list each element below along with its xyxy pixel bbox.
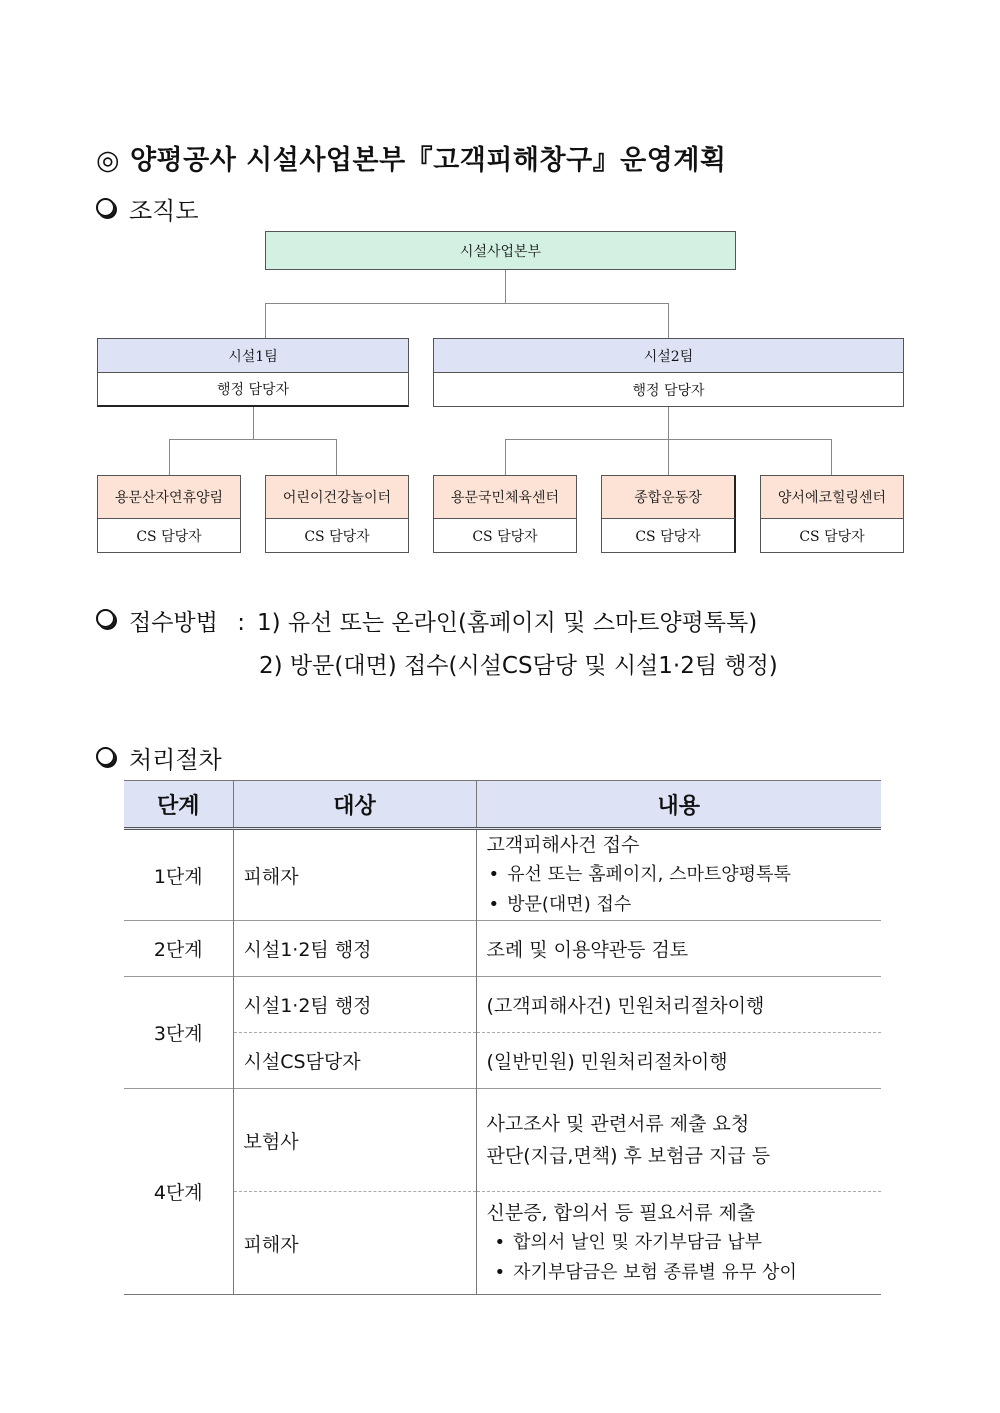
connector-line bbox=[831, 439, 832, 475]
center-4-staff: CS 담당자 bbox=[601, 518, 736, 553]
content-sub: • 합의서 날인 및 자기부담금 납부 bbox=[493, 1228, 872, 1258]
connector-line bbox=[336, 439, 337, 475]
team1-name: 시설1팀 bbox=[97, 338, 409, 373]
section-org-heading: 조직도 bbox=[129, 197, 199, 225]
stage-cell: 1단계 bbox=[153, 865, 203, 888]
table-row bbox=[124, 1033, 881, 1089]
content-main: 고객피해사건 접수 bbox=[486, 834, 640, 856]
connector-line bbox=[265, 303, 669, 304]
content-cell bbox=[476, 1192, 881, 1295]
circle-bullet-icon bbox=[96, 747, 115, 766]
target-cell: 보험사 bbox=[233, 1089, 476, 1192]
target-cell: 피해자 bbox=[233, 1192, 476, 1295]
section-procedure bbox=[96, 740, 222, 775]
header-content: 내용 bbox=[476, 781, 881, 829]
content-cell: 조례 및 이용약관등 검토 bbox=[476, 921, 881, 977]
procedure-heading: 처리절차 bbox=[129, 746, 222, 774]
section-org bbox=[96, 191, 199, 226]
org-hq-box: 시설사업본부 bbox=[265, 231, 736, 270]
connector-line bbox=[265, 303, 266, 338]
team1-staff: 행정 담당자 bbox=[97, 372, 409, 407]
content-main: 신분증, 합의서 등 필요서류 제출 bbox=[486, 1202, 756, 1224]
table-row bbox=[124, 977, 881, 1033]
connector-line bbox=[169, 439, 337, 440]
target-cell: 시설1·2팀 행정 bbox=[233, 977, 476, 1033]
center-2-name: 어린이건강놀이터 bbox=[265, 475, 409, 519]
stage-cell: 4단계 bbox=[124, 1089, 233, 1295]
reception-line2: 2) 방문(대면) 접수(시설CS담당 및 시설1·2팀 행정) bbox=[259, 653, 778, 679]
page-title: ◎ 양평공사 시설사업본부『고객피해창구』운영계획 bbox=[96, 145, 727, 176]
content-cell: (고객피해사건) 민원처리절차이행 bbox=[476, 977, 881, 1033]
target-cell: 시설CS담당자 bbox=[233, 1033, 476, 1089]
content-sub: • 자기부담금은 보험 종류별 유무 상이 bbox=[493, 1258, 872, 1288]
center-3-name: 용문국민체육센터 bbox=[433, 475, 577, 519]
stage-cell: 2단계 bbox=[124, 921, 233, 977]
section-reception bbox=[96, 604, 757, 637]
table-header-row bbox=[124, 781, 881, 829]
center-1-name: 용문산자연휴양림 bbox=[97, 475, 241, 519]
table-row bbox=[124, 921, 881, 977]
reception-heading: 접수방법 bbox=[129, 610, 218, 636]
reception-line1: 1) 유선 또는 온라인(홈페이지 및 스마트양평톡톡) bbox=[256, 610, 758, 636]
content-cell: (일반민원) 민원처리절차이행 bbox=[476, 1033, 881, 1089]
table-row bbox=[124, 1192, 881, 1295]
target-cell: 피해자 bbox=[233, 829, 476, 921]
center-5-staff: CS 담당자 bbox=[760, 518, 904, 553]
connector-line bbox=[668, 303, 669, 338]
team2-staff: 행정 담당자 bbox=[433, 372, 904, 407]
table-row bbox=[124, 1089, 881, 1192]
center-2-staff: CS 담당자 bbox=[265, 518, 409, 553]
connector-line bbox=[668, 407, 669, 475]
content-line: 판단(지급,면책) 후 보험금 지급 등 bbox=[486, 1145, 771, 1167]
center-3-staff: CS 담당자 bbox=[433, 518, 577, 553]
center-5-name: 양서에코힐링센터 bbox=[760, 475, 904, 519]
header-target: 대상 bbox=[233, 781, 476, 829]
circle-bullet-icon bbox=[96, 609, 115, 628]
team2-name: 시설2팀 bbox=[433, 338, 904, 373]
connector-line bbox=[253, 407, 254, 440]
connector-line bbox=[169, 439, 170, 475]
reception-colon: : bbox=[237, 610, 245, 636]
center-4-name: 종합운동장 bbox=[601, 475, 736, 519]
header-stage: 단계 bbox=[124, 781, 233, 829]
connector-line bbox=[505, 439, 832, 440]
content-sub: • 유선 또는 홈페이지, 스마트양평톡톡 bbox=[487, 860, 872, 890]
circle-bullet-icon bbox=[96, 198, 115, 217]
stage-cell: 3단계 bbox=[124, 977, 233, 1089]
connector-line bbox=[505, 270, 506, 304]
content-cell bbox=[476, 1089, 881, 1192]
target-cell: 시설1·2팀 행정 bbox=[233, 921, 476, 977]
content-cell bbox=[476, 829, 881, 921]
procedure-table bbox=[124, 780, 881, 1295]
center-1-staff: CS 담당자 bbox=[97, 518, 241, 553]
content-sub: • 방문(대면) 접수 bbox=[487, 890, 872, 920]
connector-line bbox=[505, 439, 506, 475]
table-row bbox=[124, 829, 881, 921]
content-line: 사고조사 및 관련서류 제출 요청 bbox=[486, 1113, 750, 1135]
